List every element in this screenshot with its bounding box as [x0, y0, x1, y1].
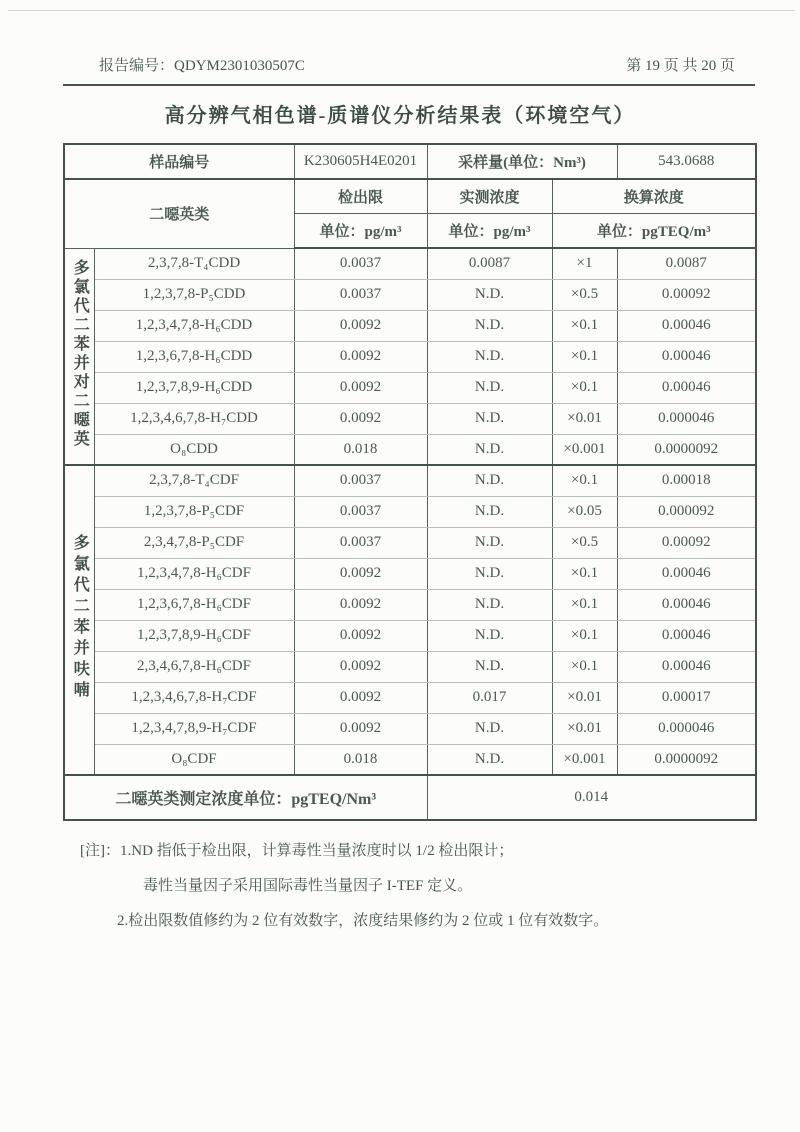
cell-measured: N.D. — [427, 496, 552, 527]
cell-tef-factor: ×0.5 — [552, 279, 617, 310]
cell-measured: N.D. — [427, 372, 552, 403]
cell-compound: 1,2,3,4,7,8-H₆CDD — [94, 310, 294, 341]
cell-converted: 0.00046 — [617, 310, 756, 341]
cell-compound: 1,2,3,4,6,7,8-H₇CDF — [94, 682, 294, 713]
cell-converted: 0.00018 — [617, 465, 756, 496]
cell-tef-factor: ×0.05 — [552, 496, 617, 527]
cell-converted: 0.00046 — [617, 589, 756, 620]
cell-measured: N.D. — [427, 434, 552, 465]
cell-tef-factor: ×0.001 — [552, 434, 617, 465]
cell-tef-factor: ×0.1 — [552, 372, 617, 403]
cell-compound: 1,2,3,7,8-P₅CDF — [94, 496, 294, 527]
cell-compound: 1,2,3,4,6,7,8-H₇CDD — [94, 403, 294, 434]
measured-header: 实测浓度 — [427, 179, 552, 213]
cell-converted: 0.0000092 — [617, 744, 756, 775]
cell-measured: N.D. — [427, 620, 552, 651]
cell-detection-limit: 0.0092 — [294, 589, 427, 620]
sample-volume-value: 543.0688 — [617, 144, 756, 179]
cell-tef-factor: ×0.1 — [552, 465, 617, 496]
cell-detection-limit: 0.0092 — [294, 403, 427, 434]
detection-limit-unit: 单位：pg/m³ — [294, 213, 427, 248]
cell-tef-factor: ×0.1 — [552, 589, 617, 620]
cell-detection-limit: 0.0092 — [294, 713, 427, 744]
cell-tef-factor: ×1 — [552, 248, 617, 279]
page-number: 第 19 页 共 20 页 — [626, 58, 735, 74]
cell-compound: 2,3,7,8-T₄CDF — [94, 465, 294, 496]
cell-converted: 0.0087 — [617, 248, 756, 279]
table-row — [64, 310, 756, 341]
sample-info-row — [64, 144, 756, 179]
table-row — [64, 620, 756, 651]
cell-tef-factor: ×0.1 — [552, 310, 617, 341]
note-line: 毒性当量因子采用国际毒性当量因子 I-TEF 定义。 — [143, 878, 473, 894]
group-label-text: 多氯代二苯并呋喃 — [71, 533, 89, 702]
cell-measured: N.D. — [427, 279, 552, 310]
cell-measured: 0.017 — [427, 682, 552, 713]
page-header — [99, 54, 735, 75]
cell-compound: 1,2,3,7,8,9-H₆CDD — [94, 372, 294, 403]
group-label — [64, 248, 94, 465]
cell-measured: N.D. — [427, 310, 552, 341]
cell-detection-limit: 0.0092 — [294, 558, 427, 589]
cell-tef-factor: ×0.1 — [552, 341, 617, 372]
table-row — [64, 465, 756, 496]
cell-tef-factor: ×0.1 — [552, 651, 617, 682]
cell-converted: 0.0000092 — [617, 434, 756, 465]
cell-tef-factor: ×0.5 — [552, 527, 617, 558]
table-row — [64, 341, 756, 372]
cell-detection-limit: 0.0092 — [294, 620, 427, 651]
cell-converted: 0.00046 — [617, 558, 756, 589]
cell-detection-limit: 0.0037 — [294, 465, 427, 496]
cell-compound: 1,2,3,7,8,9-H₆CDF — [94, 620, 294, 651]
cell-measured: N.D. — [427, 589, 552, 620]
group-label — [64, 465, 94, 775]
results-table — [63, 143, 757, 821]
table-row — [64, 403, 756, 434]
table-row — [64, 682, 756, 713]
note-line: [注]：1.ND 指低于检出限，计算毒性当量浓度时以 1/2 检出限计； — [80, 843, 514, 859]
cell-detection-limit: 0.0092 — [294, 310, 427, 341]
sample-id-value: K230605H4E0201 — [294, 144, 427, 179]
converted-unit: 单位：pgTEQ/m³ — [552, 213, 756, 248]
cell-converted: 0.00017 — [617, 682, 756, 713]
cell-converted: 0.00046 — [617, 620, 756, 651]
table-row — [64, 248, 756, 279]
table-row — [64, 713, 756, 744]
header-divider — [63, 84, 755, 86]
cell-compound: 2,3,7,8-T₄CDD — [94, 248, 294, 279]
cell-measured: N.D. — [427, 558, 552, 589]
cell-compound: 1,2,3,6,7,8-H₆CDD — [94, 341, 294, 372]
notes — [80, 839, 730, 944]
cell-compound: O₈CDF — [94, 744, 294, 775]
table-row — [64, 279, 756, 310]
cell-measured: N.D. — [427, 744, 552, 775]
cell-converted: 0.000046 — [617, 713, 756, 744]
scan-edge-line — [8, 10, 795, 11]
cell-compound: 1,2,3,4,7,8-H₆CDF — [94, 558, 294, 589]
analyte-class-header: 二噁英类 — [64, 179, 294, 248]
cell-converted: 0.00046 — [617, 341, 756, 372]
table-row — [64, 589, 756, 620]
cell-detection-limit: 0.018 — [294, 744, 427, 775]
cell-measured: N.D. — [427, 465, 552, 496]
cell-converted: 0.000092 — [617, 496, 756, 527]
cell-compound: 1,2,3,6,7,8-H₆CDF — [94, 589, 294, 620]
cell-compound: 2,3,4,6,7,8-H₆CDF — [94, 651, 294, 682]
cell-tef-factor: ×0.1 — [552, 620, 617, 651]
cell-detection-limit: 0.0092 — [294, 682, 427, 713]
total-value: 0.014 — [427, 775, 756, 820]
table-row — [64, 496, 756, 527]
total-row — [64, 775, 756, 820]
cell-measured: N.D. — [427, 651, 552, 682]
report-number: 报告编号：QDYM2301030507C — [99, 58, 305, 74]
cell-converted: 0.000046 — [617, 403, 756, 434]
cell-detection-limit: 0.0037 — [294, 248, 427, 279]
table-row — [64, 434, 756, 465]
column-header-row — [64, 179, 756, 213]
sample-id-label: 样品编号 — [64, 144, 294, 179]
cell-tef-factor: ×0.001 — [552, 744, 617, 775]
cell-measured: N.D. — [427, 713, 552, 744]
cell-compound: 1,2,3,4,7,8,9-H₇CDF — [94, 713, 294, 744]
cell-converted: 0.00092 — [617, 527, 756, 558]
table-row — [64, 744, 756, 775]
page-title: 高分辨气相色谱-质谱仪分析结果表（环境空气） — [164, 105, 636, 127]
cell-measured: N.D. — [427, 527, 552, 558]
cell-measured: 0.0087 — [427, 248, 552, 279]
cell-detection-limit: 0.0037 — [294, 527, 427, 558]
cell-tef-factor: ×0.01 — [552, 713, 617, 744]
sample-volume-label: 采样量(单位：Nm³) — [427, 144, 617, 179]
cell-detection-limit: 0.018 — [294, 434, 427, 465]
cell-compound: 1,2,3,7,8-P₅CDD — [94, 279, 294, 310]
total-label: 二噁英类测定浓度单位：pgTEQ/Nm³ — [64, 775, 427, 820]
cell-detection-limit: 0.0092 — [294, 372, 427, 403]
cell-converted: 0.00092 — [617, 279, 756, 310]
table-row — [64, 372, 756, 403]
converted-header: 换算浓度 — [552, 179, 756, 213]
results-body — [64, 248, 756, 775]
cell-tef-factor: ×0.01 — [552, 682, 617, 713]
group-label-text: 多氯代二苯并对二噁英 — [71, 258, 89, 449]
cell-compound: 2,3,4,7,8-P₅CDF — [94, 527, 294, 558]
cell-tef-factor: ×0.1 — [552, 558, 617, 589]
cell-detection-limit: 0.0092 — [294, 651, 427, 682]
cell-detection-limit: 0.0092 — [294, 341, 427, 372]
note-line: 2.检出限数值修约为 2 位有效数字，浓度结果修约为 2 位或 1 位有效数字。 — [117, 913, 609, 929]
cell-measured: N.D. — [427, 403, 552, 434]
cell-converted: 0.00046 — [617, 372, 756, 403]
cell-tef-factor: ×0.01 — [552, 403, 617, 434]
table-row — [64, 558, 756, 589]
detection-limit-header: 检出限 — [294, 179, 427, 213]
cell-converted: 0.00046 — [617, 651, 756, 682]
cell-compound: O₈CDD — [94, 434, 294, 465]
cell-detection-limit: 0.0037 — [294, 279, 427, 310]
cell-measured: N.D. — [427, 341, 552, 372]
measured-unit: 单位：pg/m³ — [427, 213, 552, 248]
cell-detection-limit: 0.0037 — [294, 496, 427, 527]
table-row — [64, 651, 756, 682]
table-row — [64, 527, 756, 558]
